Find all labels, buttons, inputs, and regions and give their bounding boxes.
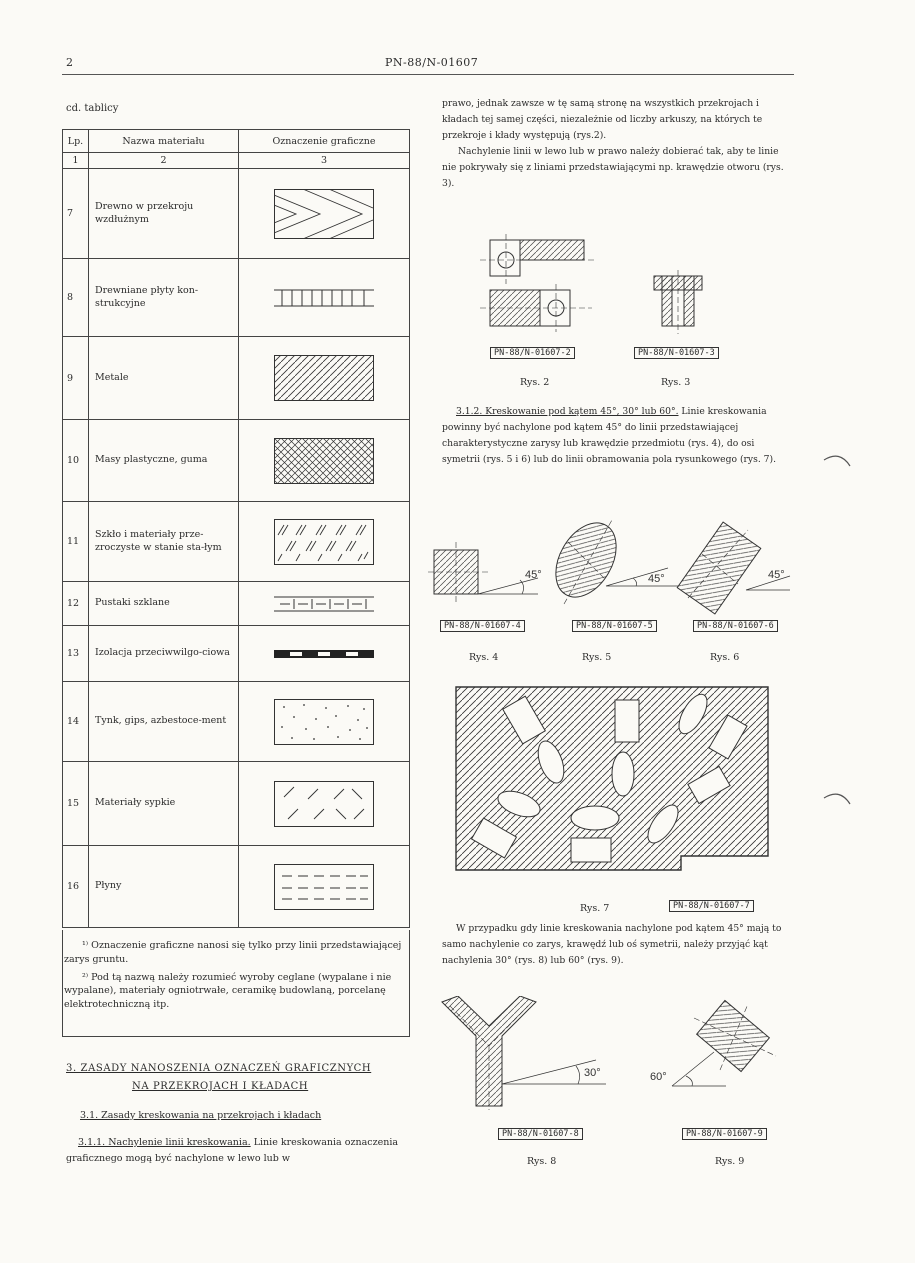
caption-fig-7: Rys. 7 [580,903,610,914]
row-number: 15 [63,762,89,846]
table-row [63,582,410,626]
loose-materials-pattern [274,781,374,827]
index-cell: 1 [63,153,89,169]
plaster-dots-pattern [274,699,374,745]
table-caption: cd. tablicy [66,103,119,114]
right-column-top [442,96,794,193]
section-3-title-line2: NA PRZEKROJACH I KŁADACH [132,1081,309,1092]
angle-label-fig-5: 45° [648,573,665,585]
wood-boards-pattern [274,288,374,308]
caption-fig-9: Rys. 9 [715,1156,745,1167]
metal-hatch-pattern [274,355,374,401]
footnote-1: Oznaczenie graficzne nanosi się tylko przy linii przedstawiającej zarys gruntu. [64,940,402,965]
material-name: Tynk, gips, azbestoce-ment [89,682,239,762]
material-name: Masy plastyczne, guma [89,420,239,502]
material-name: Izolacja przeciwwilgo-ciowa [89,626,239,682]
caption-fig-6: Rys. 6 [710,652,740,663]
header-divider [62,74,794,75]
paragraph: Nachylenie linii w lewo lub w prawo należy dobierać tak, aby te linie nie pokrywały się z liniami przedstawiającymi np. krawędzie otworu (rys. 3). [442,146,784,190]
header-name: Nazwa materiału [89,130,239,153]
row-number: 7 [63,169,89,259]
stamp-fig-6: PN-88/N-01607-6 [693,620,778,632]
material-name: Drewniane płyty kon-strukcyjne [89,259,239,337]
table-row [63,846,410,928]
figure-7-drawing [455,686,770,876]
table-row [63,682,410,762]
paragraph: prawo, jednak zawsze w tę samą stronę na wszystkich przekrojach i kładach tej samej części, niezależnie od liczby arkuszy, na których te przekroje i kłady występują (rys.2). [442,98,763,142]
angle-label-fig-8: 30° [584,1067,601,1079]
stamp-fig-5: PN-88/N-01607-5 [572,620,657,632]
figures-8-9-drawing [436,996,796,1120]
cross-hatch-pattern [274,438,374,484]
table-row [63,626,410,682]
material-name: Drewno w przekroju wzdłużnym [89,169,239,259]
row-number: 11 [63,502,89,582]
caption-fig-8: Rys. 8 [527,1156,557,1167]
page-number: 2 [66,56,73,69]
section-3-title: 3. ZASADY NANOSZENIA OZNACZEŃ GRAFICZNYCH [66,1063,372,1074]
figures-4-5-6-drawing [428,520,798,620]
table-row [63,762,410,846]
row-number: 12 [63,582,89,626]
header-graphic: Oznaczenie graficzne [239,130,410,153]
index-cell: 2 [89,153,239,169]
header-lp: Lp. [63,130,89,153]
row-number: 9 [63,337,89,420]
footnotes: ¹⁾ Oznaczenie graficzne nanosi się tylko przy linii przedstawiającej zarys gruntu. ²⁾ Pod tą nazwą należy rozumieć wyroby ceglane (wypalane i nie wypalane), materiały ogniotrwałe, ceramikę budowlaną, porcelanę elektrotechniczną itp. [64,940,402,1011]
angle-label-fig-9: 60° [650,1071,667,1083]
stamp-fig-8: PN-88/N-01607-8 [498,1128,583,1140]
materials-table [62,129,410,928]
glass-blocks-pattern [274,595,374,613]
stamp-fig-9: PN-88/N-01607-9 [682,1128,767,1140]
section-3-1-heading: 3.1. Zasady kreskowania na przekrojach i kładach [80,1110,322,1121]
table-row [63,420,410,502]
section-3-1-1-heading: 3.1.1. Nachylenie linii kreskowania. [78,1137,251,1148]
stamp-fig-2: PN-88/N-01607-2 [490,347,575,359]
footnote-2: Pod tą nazwą należy rozumieć wyroby ceglane (wypalane i nie wypalane), materiały ogniotrwałe, ceramikę budowlaną, porcelanę elektrotechniczną itp. [64,971,392,1011]
caption-fig-5: Rys. 5 [582,652,612,663]
section-3-1-2-text: Linie kreskowania powinny być nachylone pod kątem 45° do linii przedstawiającej charakterystyczne zarysy lub krawędzie przedmiotu (rys. 4), do osi symetrii (rys. 5 i 6) lub do linii obramowania pola rysunkowego (rys. 7). [442,406,777,466]
damp-insulation-pattern [274,649,374,659]
table-row [63,502,410,582]
section-3-1-1-text: Linie kreskowania oznaczenia graficznego mogą być nachylone w lewo lub w [66,1137,399,1165]
stamp-fig-7: PN-88/N-01607-7 [669,900,754,912]
row-number: 8 [63,259,89,337]
binder-hole-marks [822,448,852,828]
material-name: Metale [89,337,239,420]
caption-fig-2: Rys. 2 [520,377,550,388]
paragraph: W przypadku gdy linie kreskowania nachylone pod kątem 45° mają to samo nachylenie co zarys, krawędź lub oś symetrii, należy przyjąć kąt nachylenia 30° (rys. 8) lub 60° (rys. 9). [442,923,782,967]
material-name: Płyny [89,846,239,928]
angle-label-fig-4: 45° [525,569,542,581]
wood-longitudinal-pattern [274,189,374,239]
figure-2-3-drawing [476,234,746,349]
section-3-1-1 [66,1135,411,1167]
index-cell: 3 [239,153,410,169]
stamp-fig-4: PN-88/N-01607-4 [440,620,525,632]
row-number: 10 [63,420,89,502]
stamp-fig-3: PN-88/N-01607-3 [634,347,719,359]
standard-title: PN-88/N-01607 [385,56,479,69]
caption-fig-4: Rys. 4 [469,652,499,663]
row-number: 14 [63,682,89,762]
material-name: Szkło i materiały prze-zroczyste w stanie sta-łym [89,502,239,582]
caption-fig-3: Rys. 3 [661,377,691,388]
material-name: Pustaki szklane [89,582,239,626]
row-number: 13 [63,626,89,682]
section-3-1-2 [442,404,794,468]
glass-pattern [274,519,374,565]
table-row [63,337,410,420]
row-number: 16 [63,846,89,928]
table-row [63,259,410,337]
right-column-bottom [442,921,794,969]
material-name: Materiały sypkie [89,762,239,846]
liquids-pattern [274,864,374,910]
section-3-1-2-heading: 3.1.2. Kreskowanie pod kątem 45°, 30° lub 60°. [456,406,679,417]
table-row [63,169,410,259]
angle-label-fig-6: 45° [768,569,785,581]
